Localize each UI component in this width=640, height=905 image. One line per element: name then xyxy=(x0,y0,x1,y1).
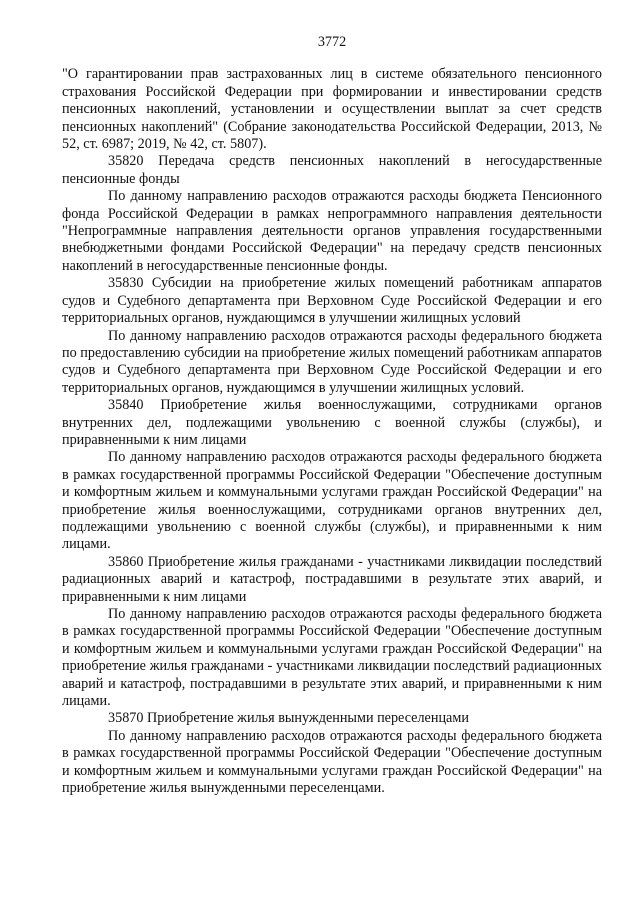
paragraph-35830-description: По данному направлению расходов отражаются расходы федерального бюджета по предоставлению субсидии на приобретение жилых помещений работникам аппаратов судов и Судебного департамента при Верховном Суде Российской Федерации и его территориальных органов, нуждающимся в улучшении жилищных условий. xyxy=(62,327,602,396)
paragraph-35860-description: По данному направлению расходов отражаются расходы федерального бюджета в рамках государственной программы Российской Федерации "Обеспечение доступным и комфортным жильем и коммунальными услугами граждан Российской Федерации" на приобретение жилья гражданами - участниками ликвидации последствий радиационных аварий и катастроф, пострадавшими в результате этих аварий, и приравненными к ним лицами. xyxy=(62,606,602,710)
paragraph-law-reference: "О гарантировании прав застрахованных лиц в системе обязательного пенсионного страхования Российской Федерации при формировании и инвестировании средств пенсионных накоплений, установлении и осуществлении выплат за счет средств пенсионных накоплений" (Собрание законодательства Российской Федерации, 2013, № 52, ст. 6987; 2019, № 42, ст. 5807). xyxy=(62,66,602,153)
heading-35840: 35840 Приобретение жилья военнослужащими, сотрудниками органов внутренних дел, подлежащими увольнению с военной службы (службы), и приравненными к ним лицами xyxy=(62,397,602,448)
paragraph-35840-description: По данному направлению расходов отражаются расходы федерального бюджета в рамках государственной программы Российской Федерации "Обеспечение доступным и комфортным жильем и коммунальными услугами граждан Российской Федерации" на приобретение жилья военнослужащими, сотрудниками органов внутренних дел, подлежащими увольнению с военной службы (службы), и приравненными к ним лицами. xyxy=(62,449,602,553)
heading-35820: 35820 Передача средств пенсионных накоплений в негосударственные пенсионные фонды xyxy=(62,153,602,187)
paragraph-35870-description: По данному направлению расходов отражаются расходы федерального бюджета в рамках государственной программы Российской Федерации "Обеспечение доступным и комфортным жильем и коммунальными услугами граждан Российской Федерации" на приобретение жилья вынужденными переселенцами. xyxy=(62,727,602,797)
paragraph-35820-description: По данному направлению расходов отражаются расходы бюджета Пенсионного фонда Российской Федерации в рамках непрограммного направления деятельности "Непрограммные направления деятельности органов управления государственными внебюджетными фондами Российской Федерации" на передачу средств пенсионных накоплений в негосударственные пенсионные фонды. xyxy=(62,188,602,274)
page-number: 3772 xyxy=(317,34,347,50)
heading-35860: 35860 Приобретение жилья гражданами - участниками ликвидации последствий радиационных аварий и катастроф, пострадавшими в результате этих аварий, и приравненными к ним лицами xyxy=(62,553,602,605)
document-page xyxy=(62,34,602,797)
heading-35830: 35830 Субсидии на приобретение жилых помещений работникам аппаратов судов и Судебного департамента при Верховном Суде Российской Федерации и его территориальных органов, нуждающимся в улучшении жилищных условий xyxy=(62,275,602,327)
heading-35870: 35870 Приобретение жилья вынужденными переселенцами xyxy=(108,710,469,727)
